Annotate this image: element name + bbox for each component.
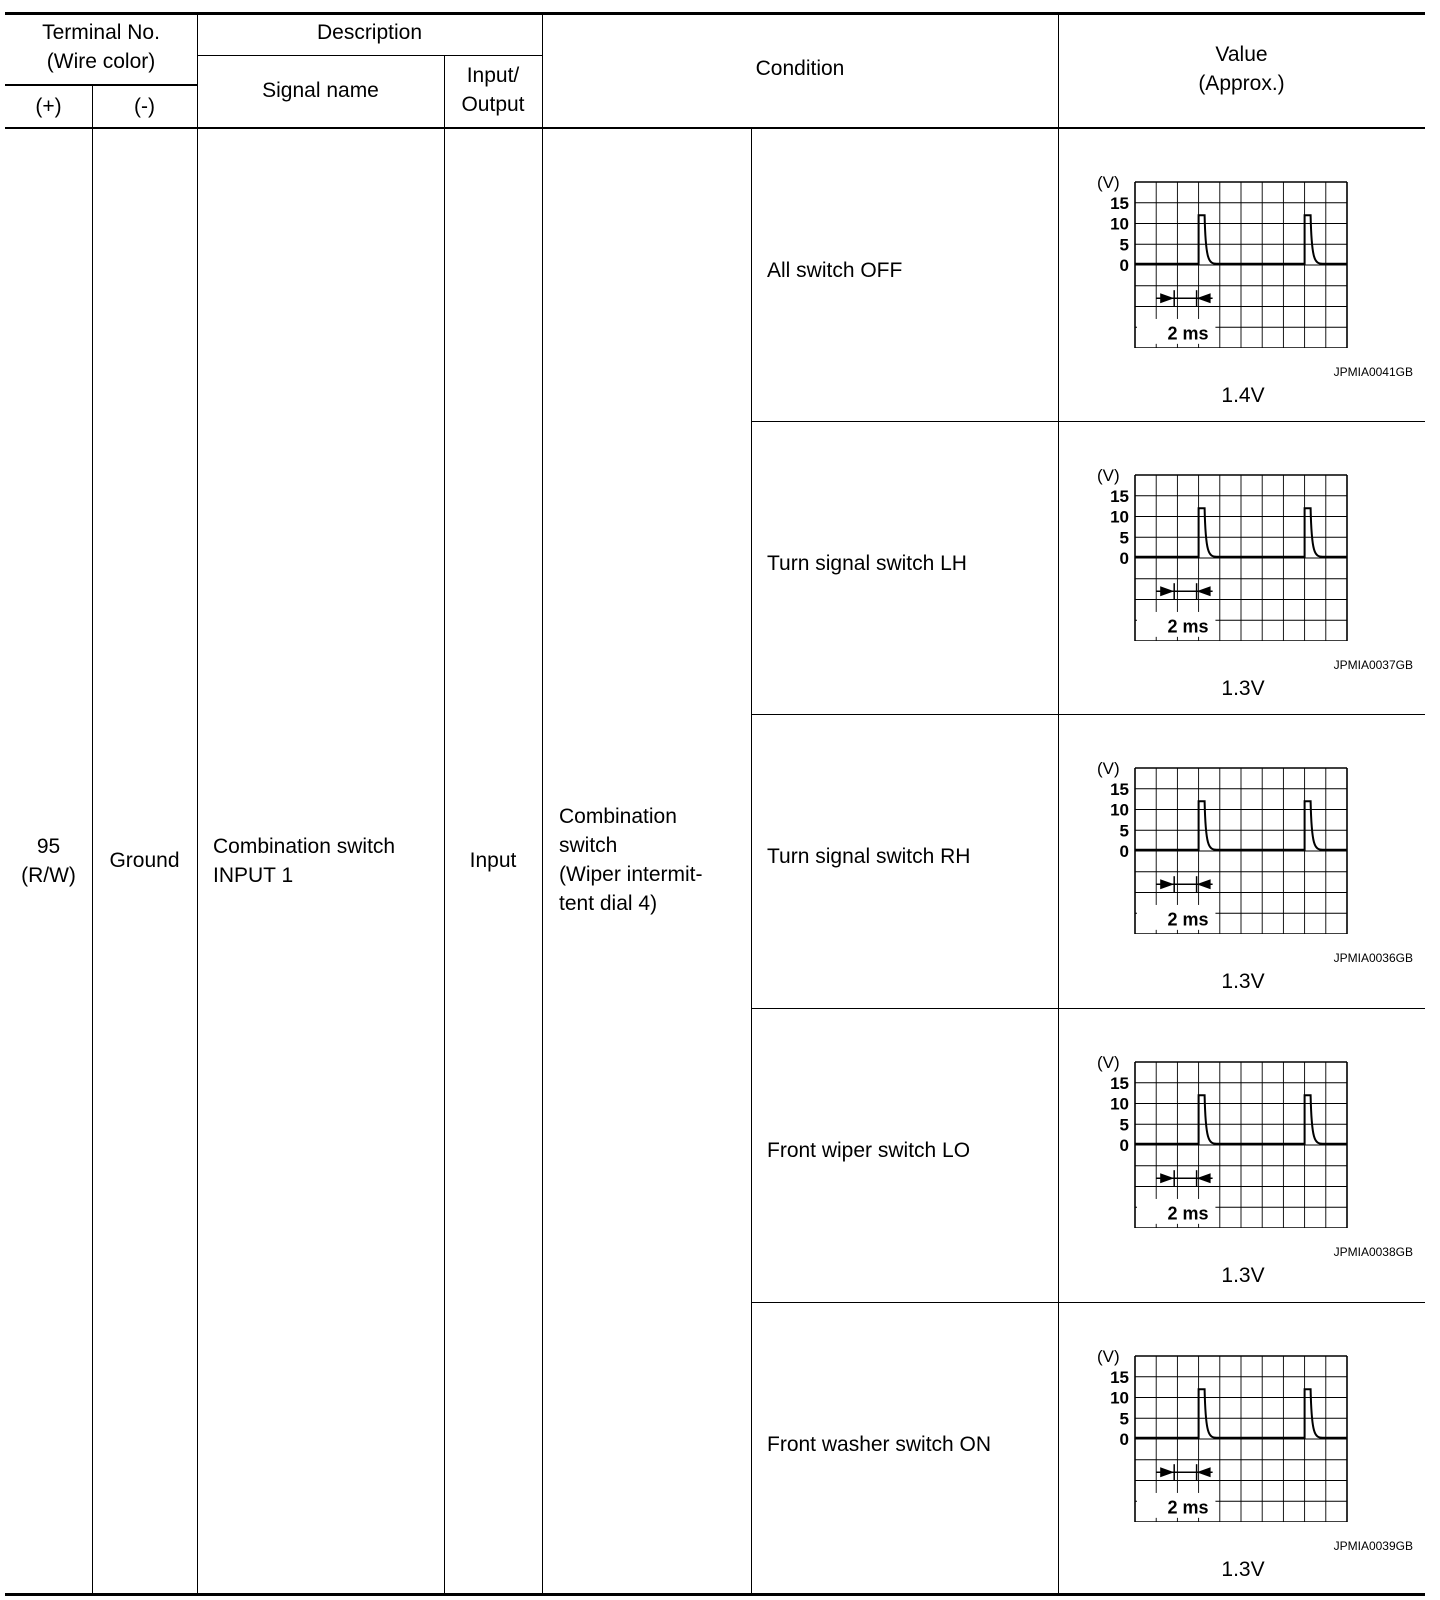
y-tick-label: 5 [1119,1115,1129,1135]
time-div-label: 2 ms [1167,1203,1209,1224]
y-tick-label: 10 [1110,1388,1129,1408]
condition-label: Turn signal switch RH [767,845,971,868]
waveform-svg [1095,1342,1355,1522]
y-tick-label: 5 [1119,235,1129,255]
condition-label: Front wiper switch LO [767,1139,971,1162]
vrule-3 [444,55,445,1594]
cell-ground: Ground [109,849,180,872]
vrule-1 [92,84,93,1594]
waveform-chart [1095,168,1355,348]
vrule-6 [1058,13,1059,1594]
time-arrow-left [1160,586,1174,596]
header-input-output: Input/ Output [461,64,525,116]
approx-value: 1.3V [1221,677,1265,700]
waveform-svg [1095,461,1355,641]
approx-value: 1.3V [1221,1558,1265,1581]
time-arrow-left [1160,879,1174,889]
y-tick-label: 10 [1110,507,1129,527]
y-tick-label: 15 [1110,486,1129,506]
row-sep-2 [751,714,1425,715]
y-tick-label: 15 [1110,193,1129,213]
waveform-chart [1095,1342,1355,1522]
vrule-5 [751,128,752,1594]
time-arrow-left [1160,1173,1174,1183]
vrule-2 [197,13,198,1594]
row-sep-1 [751,421,1425,422]
approx-value: 1.4V [1221,384,1265,407]
figure-code: JPMIA0039GB [1333,1539,1413,1553]
rule-description-sub [197,55,542,56]
cell-condition-main: Combination switch (Wiper intermit- tent dial 4) [559,805,703,915]
y-tick-label: 10 [1110,1094,1129,1114]
time-arrow-left [1160,1467,1174,1477]
figure-code: JPMIA0038GB [1333,1245,1413,1259]
y-tick-label: 5 [1119,528,1129,548]
waveform-chart [1095,754,1355,934]
cell-signal-name: Combination switch INPUT 1 [213,835,396,887]
rule-terminal-sub [5,84,197,86]
condition-label: All switch OFF [767,259,903,282]
y-tick-label: 0 [1119,256,1129,275]
waveform-chart [1095,461,1355,641]
figure-code: JPMIA0037GB [1333,658,1413,672]
condition-label: Turn signal switch LH [767,552,967,575]
y-tick-label: 0 [1119,549,1129,568]
y-tick-label: 10 [1110,800,1129,820]
cell-input-output: Input [469,849,517,872]
time-div-label: 2 ms [1167,1497,1209,1518]
waveform-svg [1095,1048,1355,1228]
waveform-svg [1095,754,1355,934]
header-description: Description [316,21,423,44]
y-tick-label: 10 [1110,214,1129,234]
time-arrow-left [1160,293,1174,303]
approx-value: 1.3V [1221,970,1265,993]
approx-value: 1.3V [1221,1264,1265,1287]
time-div-label: 2 ms [1167,616,1209,637]
y-tick-label: 15 [1110,1073,1129,1093]
y-tick-label: 0 [1119,1430,1129,1449]
y-tick-label: 15 [1110,779,1129,799]
row-sep-3 [751,1008,1425,1009]
unit-label: (V) [1097,466,1120,485]
time-div-label: 2 ms [1167,909,1209,930]
y-tick-label: 5 [1119,1409,1129,1429]
unit-label: (V) [1097,1347,1120,1366]
cell-terminal: 95 (R/W) [21,835,76,887]
header-terminal-no: Terminal No. (Wire color) [42,21,160,73]
unit-label: (V) [1097,173,1120,192]
vrule-4 [542,13,543,1594]
header-condition: Condition [755,57,845,80]
waveform-chart [1095,1048,1355,1228]
rule-bottom [5,1593,1425,1596]
y-tick-label: 0 [1119,1136,1129,1155]
time-div-label: 2 ms [1167,323,1209,344]
condition-label: Front washer switch ON [767,1433,992,1456]
header-signal-name: Signal name [262,79,379,102]
unit-label: (V) [1097,1053,1120,1072]
figure-code: JPMIA0036GB [1333,951,1413,965]
rule-top [5,12,1425,15]
y-tick-label: 15 [1110,1367,1129,1387]
header-minus: (-) [134,95,155,118]
waveform-svg [1095,168,1355,348]
figure-code: JPMIA0041GB [1333,365,1413,379]
header-value: Value (Approx.) [1198,43,1285,95]
rule-header-bottom [5,127,1425,129]
y-tick-label: 5 [1119,821,1129,841]
y-tick-label: 0 [1119,842,1129,861]
row-sep-4 [751,1302,1425,1303]
header-plus: (+) [35,95,62,118]
unit-label: (V) [1097,759,1120,778]
